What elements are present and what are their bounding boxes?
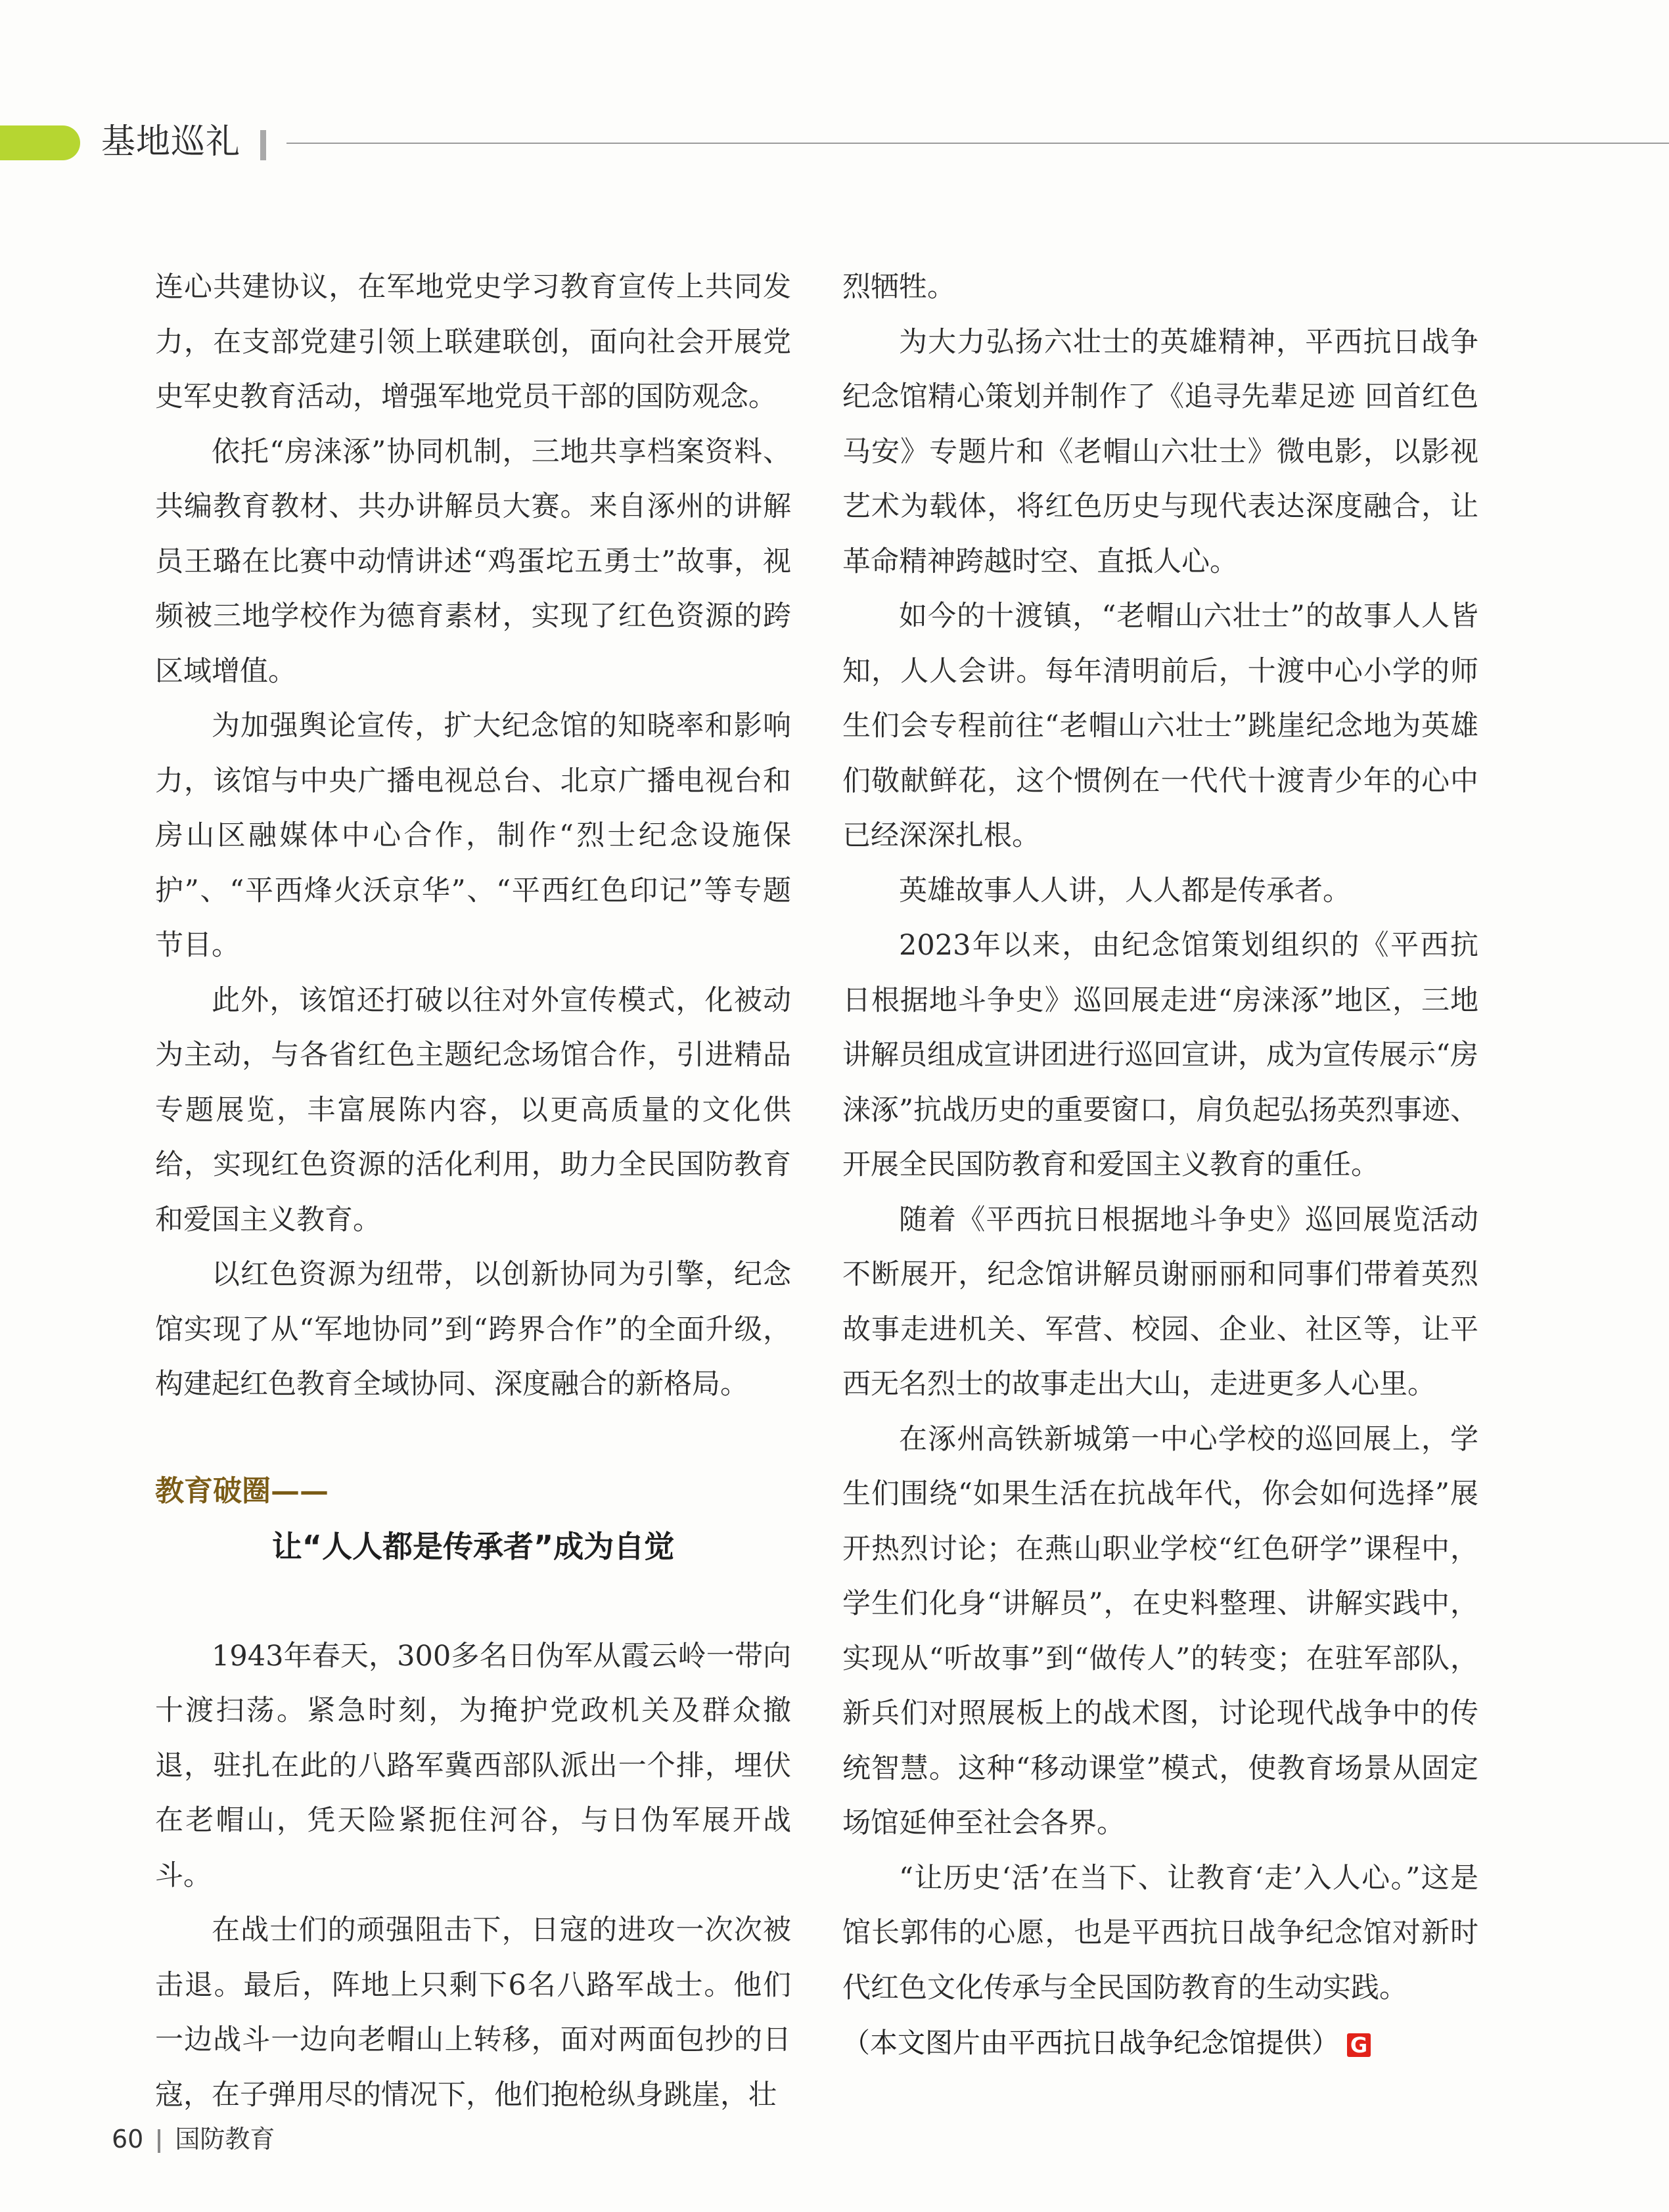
paragraph: 英雄故事人人讲，人人都是传承者。 [899, 874, 1351, 907]
paragraph: 以红色资源为纽带，以创新协同为引擎，纪念馆实现了从“军地协同”到“跨界合作”的全面升级，构建起红色教育全域协同、深度融合的新格局。 [155, 1258, 791, 1401]
paragraph: 连心共建协议，在军地党史学习教育宣传上共同发力，在支部党建引领上联建联创，面向社会开展党史军史教育活动，增强军地党员干部的国防观念。 [155, 271, 791, 413]
photo-credit-text: （本文图片由平西抗日战争纪念馆提供） [842, 2027, 1340, 2059]
paragraph: 在战士们的顽强阻击下，日寇的进攻一次次被击退。最后，阵地上只剩下6名八路军战士。他们一边战斗一边向老帽山上转移，面对两面包抄的日寇，在子弹用尽的情况下，他们抱枪纵身跳崖，壮 [155, 1914, 791, 2111]
paragraph: 烈牺牲。 [842, 271, 955, 304]
paragraph: 依托“房涞涿”协同机制，三地共享档案资料、共编教育教材、共办讲解员大赛。来自涿州的讲解员王璐在比赛中动情讲述“鸡蛋坨五勇士”故事，视频被三地学校作为德育素材，实现了红色资源的跨区域增值。 [155, 435, 791, 688]
paragraph: 2023年以来，由纪念馆策划组织的《平西抗日根据地斗争史》巡回展走进“房涞涿”地区，三地讲解员组成宣讲团进行巡回宣讲，成为宣传展示“房涞涿”抗战历史的重要窗口，肩负起弘扬英烈事迹、开展全民国防教育和爱国主义教育的重任。 [842, 929, 1478, 1181]
section-subheading: 让“人人都是传承者”成为自觉 [271, 1528, 675, 1564]
title-separator-bar [260, 130, 266, 160]
paragraph: 随着《平西抗日根据地斗争史》巡回展览活动不断展开，纪念馆讲解员谢丽丽和同事们带着英烈故事走进机关、军营、校园、企业、社区等，让平西无名烈士的故事走出大山，走进更多人心里。 [842, 1203, 1478, 1401]
paragraph: 为加强舆论宣传，扩大纪念馆的知晓率和影响力，该馆与中央广播电视总台、北京广播电视台和房山区融媒体中心合作，制作“烈士纪念设施保护”、“平西烽火沃京华”、“平西红色印记”等专题节目。 [155, 710, 791, 962]
right-column [842, 260, 1478, 2071]
section-title: 基地巡礼 [101, 122, 241, 162]
paragraph: 如今的十渡镇，“老帽山六壮士”的故事人人皆知，人人会讲。每年清明前后，十渡中心小学的师生们会专程前往“老帽山六壮士”跳崖纪念地为英雄们敬献鲜花，这个惯例在一代代十渡青少年的心中已经深深扎根。 [842, 600, 1478, 852]
header-rule [286, 143, 1669, 144]
paragraph: 1943年春天，300多名日伪军从霞云岭一带向十渡扫荡。紧急时刻，为掩护党政机关及群众撤退，驻扎在此的八路军冀西部队派出一个排，埋伏在老帽山，凭天险紧扼住河谷，与日伪军展开战斗。 [155, 1639, 791, 1892]
magazine-name: 国防教育 [175, 2125, 275, 2154]
page-number: 60 [112, 2125, 144, 2154]
section-heading: 教育破圈—— [155, 1474, 329, 1508]
paragraph: 在涿州高铁新城第一中心学校的巡回展上，学生们围绕“如果生活在抗战年代，你会如何选择”展开热烈讨论；在燕山职业学校“红色研学”课程中，学生们化身“讲解员”，在史料整理、讲解实践中，实现从“听故事”到“做传人”的转变；在驻军部队，新兵们对照展板上的战术图，讨论现代战争中的传统智慧。这种“移动课堂”模式，使教育场景从固定场馆延伸至社会各界。 [842, 1422, 1478, 1840]
paragraph: 此外，该馆还打破以往对外宣传模式，化被动为主动，与各省红色主题纪念场馆合作，引进精品专题展览，丰富展陈内容，以更高质量的文化供给，实现红色资源的活化利用，助力全民国防教育和爱国主义教育。 [155, 983, 791, 1236]
photo-credit [842, 2016, 1478, 2071]
paragraph: “让历史‘活’在当下、让教育‘走’入人心。”这是馆长郭伟的心愿，也是平西抗日战争纪念馆对新时代红色文化传承与全民国防教育的生动实践。 [842, 1861, 1478, 2004]
page-footer [112, 2119, 275, 2159]
paragraph: 为大力弘扬六壮士的英雄精神，平西抗日战争纪念馆精心策划并制作了《追寻先辈足迹 回首红色马安》专题片和《老帽山六壮士》微电影，以影视艺术为载体，将红色历史与现代表达深度融合，让革命精神跨越时空、直抵人心。 [842, 325, 1478, 578]
end-mark-icon: G [1347, 2033, 1371, 2057]
footer-separator [158, 2129, 160, 2153]
section-tab-accent [0, 125, 80, 160]
left-column [155, 260, 791, 2123]
